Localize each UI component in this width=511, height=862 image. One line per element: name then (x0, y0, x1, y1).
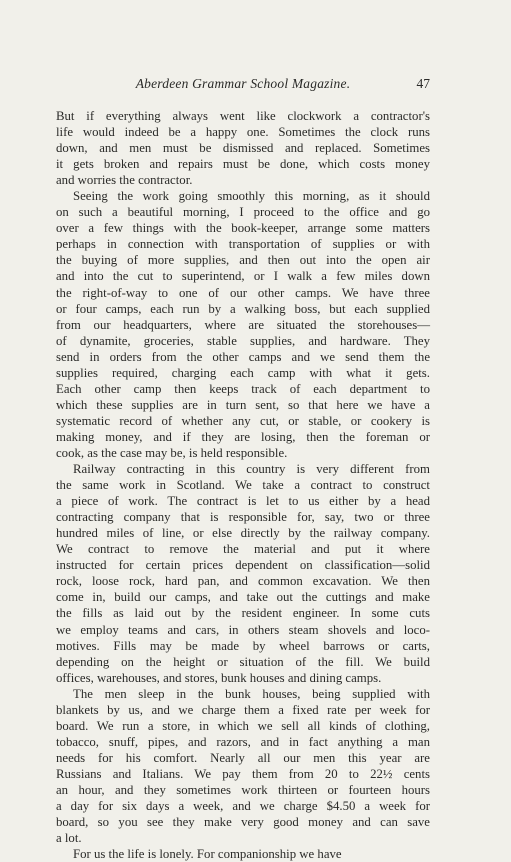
text-line: a day for six days a week, and we charge $4.50 a week for (56, 799, 430, 814)
text-line: making money, and if they are losing, then the foreman or (56, 429, 430, 444)
text-line: instructed for certain prices dependent on classification—solid (56, 558, 430, 573)
text-line: which these supplies are in turn sent, so that here we have a (56, 397, 430, 412)
paragraph (56, 846, 430, 862)
text-line: perhaps in connection with transportation of supplies or with (56, 237, 430, 252)
text-line: contracting company that is responsible for, say, two or three (56, 510, 430, 525)
text-line: board. We run a store, in which we sell all kinds of clothing, (56, 718, 430, 733)
text-line: Seeing the work going smoothly this morning, as it should (73, 189, 430, 204)
text-line: We contract to remove the material and put it where (56, 542, 430, 557)
text-line: offices, warehouses, and stores, bunk houses and dining camps. (56, 670, 382, 685)
text-line: cook, as the case may be, is held responsible. (56, 445, 288, 460)
text-line: systematic record of whether any cut, or stable, or cookery is (56, 413, 430, 428)
text-line: of dynamite, groceries, stable supplies, and hardware. They (56, 333, 430, 348)
page-header (56, 76, 430, 94)
text-line: from our headquarters, where are situated the storehouses— (56, 317, 430, 332)
text-line: the buying of more supplies, and then out into the open air (56, 253, 430, 268)
text-line: on such a beautiful morning, I proceed to the office and go (56, 205, 430, 220)
paragraph (56, 686, 430, 846)
text-line: blankets by us, and we charge them a fixed rate per week for (56, 702, 430, 717)
text-line: Russians and Italians. We pay them from 20 to 22½ cents (56, 766, 430, 781)
page-number: 47 (416, 76, 430, 91)
text-line: supplies required, charging each camp with what it gets. (56, 365, 430, 380)
paragraph (56, 188, 430, 461)
text-line: For us the life is lonely. For companionship we have (73, 847, 342, 862)
text-line: motives. Fills may be made by wheel barrows or carts, (56, 638, 430, 653)
text-line: tobacco, snuff, pipes, and razors, and in fact anything a man (56, 734, 430, 749)
text-line: an hour, and they sometimes work thirteen or fourteen hours (56, 782, 430, 797)
running-title: Aberdeen Grammar School Magazine. (135, 76, 351, 91)
text-line: the right-of-way to one of our other camps. We have three (56, 285, 430, 300)
text-line: a lot. (56, 831, 82, 846)
text-line: Railway contracting in this country is very different from (73, 462, 430, 477)
text-line: send in orders from the other camps and we send them the (56, 349, 430, 364)
paragraph (56, 108, 430, 188)
text-line: we employ teams and cars, in others steam shovels and loco- (56, 622, 430, 637)
text-line: and into the cut to superintend, or I walk a few miles down (56, 269, 430, 284)
text-line: it gets broken and repairs must be done, which costs money (56, 157, 430, 172)
text-line: The men sleep in the bunk houses, being supplied with (73, 686, 430, 701)
text-line: hundred miles of line, or else directly by the railway company. (56, 526, 430, 541)
text-line: come in, build our camps, and take out the cuttings and make (56, 590, 430, 605)
text-line: Each other camp then keeps track of each department to (56, 381, 430, 396)
text-line: But if everything always went like clockwork a contractor's (56, 109, 430, 123)
text-line: needs for his comfort. Nearly all our men this year are (56, 750, 430, 765)
body-text (56, 108, 430, 862)
text-line: and worries the contractor. (56, 173, 193, 188)
text-line: board, so you see they make very good money and can save (56, 815, 430, 830)
text-line: over a few things with the book-keeper, arrange some matters (56, 221, 430, 236)
text-line: the fills as laid out by the resident engineer. In some cuts (56, 606, 430, 621)
text-line: the same work in Scotland. We take a contract to construct (56, 478, 430, 493)
text-line: rock, loose rock, hard pan, and common excavation. We then (56, 574, 430, 589)
text-line: life would indeed be a happy one. Sometimes the clock runs (56, 125, 430, 140)
text-line: depending on the height or situation of the fill. We build (56, 654, 430, 669)
text-line: or four camps, each run by a walking boss, but each supplied (56, 301, 430, 316)
text-line: down, and men must be dismissed and replaced. Sometimes (56, 141, 430, 156)
text-line: a piece of work. The contract is let to us either by a head (56, 494, 430, 509)
paragraph (56, 461, 430, 686)
